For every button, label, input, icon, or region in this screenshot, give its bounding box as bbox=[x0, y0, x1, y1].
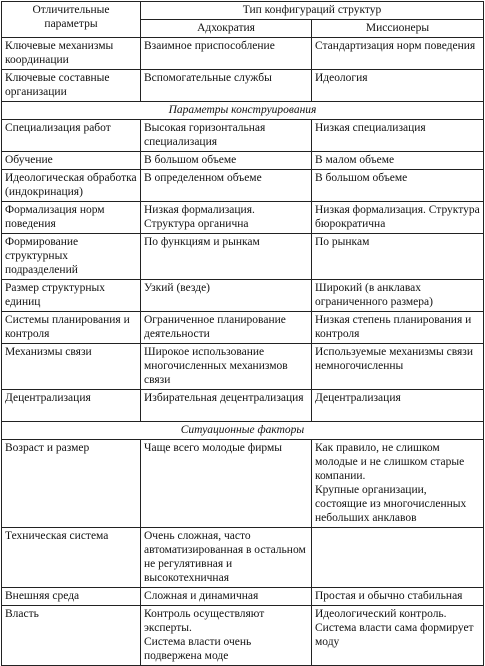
table-row bbox=[2, 234, 484, 280]
param-cell: Формирование структурных подразделений bbox=[2, 234, 141, 280]
missionary-cell: Простая и обычно стабильная bbox=[312, 588, 484, 606]
param-cell: Системы планирования и контроля bbox=[2, 312, 141, 344]
table-row bbox=[2, 606, 484, 666]
col-header-adhocracy: Адхократия bbox=[141, 20, 312, 38]
adhocracy-cell: Ограниченное планирование деятельности bbox=[141, 312, 312, 344]
param-cell: Обучение bbox=[2, 152, 141, 170]
param-cell: Идеологическая обработка (индокринация) bbox=[2, 170, 141, 202]
configuration-table bbox=[1, 1, 484, 666]
adhocracy-cell bbox=[141, 606, 312, 666]
missionary-cell bbox=[312, 440, 484, 528]
table-row bbox=[2, 344, 484, 390]
adhocracy-cell: В определенном объеме bbox=[141, 170, 312, 202]
adhocracy-cell: По функциям и рынкам bbox=[141, 234, 312, 280]
param-cell: Размер структурных единиц bbox=[2, 280, 141, 312]
adhocracy-cell: Сложная и динамичная bbox=[141, 588, 312, 606]
missionary-cell: Используемые механизмы связи немногочисленны bbox=[312, 344, 484, 390]
missionary-cell: Децентрализация bbox=[312, 390, 484, 422]
adhocracy-text-2: Система власти очень подвержена моде bbox=[144, 636, 252, 662]
table-row bbox=[2, 70, 484, 102]
param-cell: Техническая система bbox=[2, 528, 141, 588]
adhocracy-cell: Вспомогательные службы bbox=[141, 70, 312, 102]
table-row bbox=[2, 202, 484, 234]
adhocracy-cell: Высокая горизонтальная специализация bbox=[141, 120, 312, 152]
missionary-cell bbox=[312, 606, 484, 666]
param-cell: Специализация работ bbox=[2, 120, 141, 152]
missionary-cell: В большом объеме bbox=[312, 170, 484, 202]
adhocracy-cell: Широкое использование многочисленных механизмов связи bbox=[141, 344, 312, 390]
missionary-text-2: Крупные организации, состоящие из многочисленных небольших анклавов bbox=[315, 484, 467, 524]
missionary-cell: Стандартизация норм поведения bbox=[312, 38, 484, 70]
missionary-cell: Низкая степень планирования и контроля bbox=[312, 312, 484, 344]
missionary-cell: Низкая специализация bbox=[312, 120, 484, 152]
param-cell: Ключевые механизмы координации bbox=[2, 38, 141, 70]
table-row bbox=[2, 588, 484, 606]
missionary-text-1: Как правило, не слишком молодые и не слишком старые компании. bbox=[315, 442, 465, 482]
table-row bbox=[2, 170, 484, 202]
table-row bbox=[2, 38, 484, 70]
param-cell: Власть bbox=[2, 606, 141, 666]
adhocracy-cell: Чаще всего молодые фирмы bbox=[141, 440, 312, 528]
section-title-design: Параметры конструирования bbox=[2, 102, 484, 120]
param-cell: Возраст и размер bbox=[2, 440, 141, 528]
param-cell: Децентрализация bbox=[2, 390, 141, 422]
table-row bbox=[2, 390, 484, 422]
adhocracy-cell: Низкая формализация. Структура органична bbox=[141, 202, 312, 234]
table-row bbox=[2, 440, 484, 528]
adhocracy-cell: Избирательная децентрализация bbox=[141, 390, 312, 422]
missionary-text-1: Идеологический контроль. bbox=[315, 608, 447, 620]
section-title-situational: Ситуационные факторы bbox=[2, 422, 484, 440]
col-header-missionary: Миссионеры bbox=[312, 20, 484, 38]
param-cell: Механизмы связи bbox=[2, 344, 141, 390]
header-row bbox=[2, 2, 484, 20]
table-row bbox=[2, 528, 484, 588]
missionary-cell: В малом объеме bbox=[312, 152, 484, 170]
col-header-params: Отличительные параметры bbox=[2, 2, 141, 38]
adhocracy-cell: В большом объеме bbox=[141, 152, 312, 170]
missionary-text-2: Система власти сама формирует моду bbox=[315, 622, 474, 648]
missionary-cell bbox=[312, 528, 484, 588]
adhocracy-cell: Взаимное приспособление bbox=[141, 38, 312, 70]
missionary-cell: По рынкам bbox=[312, 234, 484, 280]
adhocracy-cell: Узкий (везде) bbox=[141, 280, 312, 312]
missionary-cell: Низкая формализация. Структура бюрократична bbox=[312, 202, 484, 234]
param-cell: Формализация норм поведения bbox=[2, 202, 141, 234]
table-row bbox=[2, 280, 484, 312]
section-header-row bbox=[2, 102, 484, 120]
table-row bbox=[2, 120, 484, 152]
table-row bbox=[2, 312, 484, 344]
missionary-cell: Идеология bbox=[312, 70, 484, 102]
section-header-row bbox=[2, 422, 484, 440]
param-cell: Ключевые составные организации bbox=[2, 70, 141, 102]
adhocracy-cell: Очень сложная, часто автоматизированная в остальном не регулятивная и высокотехничная bbox=[141, 528, 312, 588]
col-header-group: Тип конфигураций структур bbox=[141, 2, 484, 20]
table-row bbox=[2, 152, 484, 170]
missionary-cell: Широкий (в анклавах ограниченного размера) bbox=[312, 280, 484, 312]
adhocracy-text-1: Контроль осуществляют эксперты. bbox=[144, 608, 265, 634]
param-cell: Внешняя среда bbox=[2, 588, 141, 606]
